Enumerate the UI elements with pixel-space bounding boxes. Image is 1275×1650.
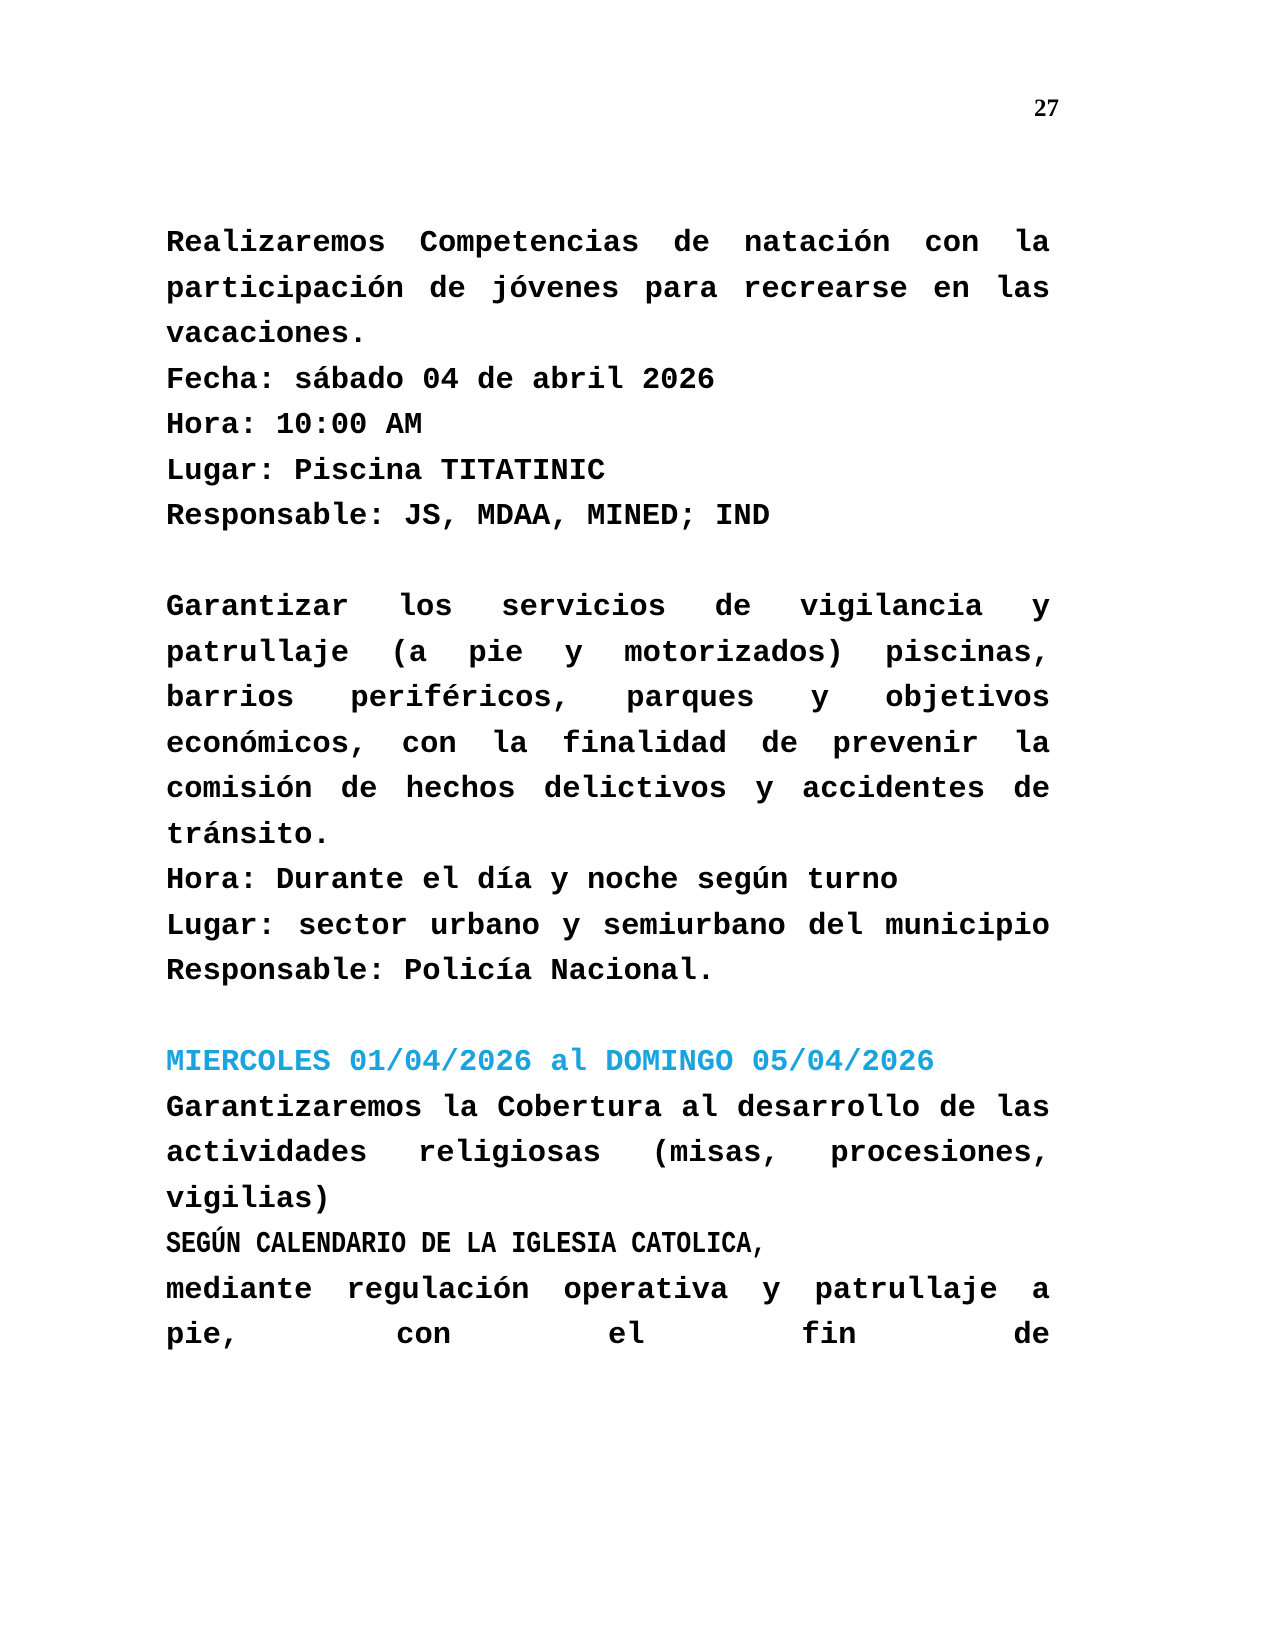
field-vigilancia-responsable: Responsable: Policía Nacional. bbox=[166, 955, 716, 989]
spacer-1 bbox=[166, 541, 1050, 587]
field-natacion-fecha: Fecha: sábado 04 de abril 2026 bbox=[166, 363, 716, 398]
page-content bbox=[166, 222, 1050, 1360]
field-vigilancia-lugar: Lugar: sector urbano y semiurbano del municipio bbox=[166, 909, 1050, 944]
paragraph-natacion: Realizaremos Competencias de natación con la participación de jóvenes para recrearse en las vacaciones. bbox=[166, 227, 1050, 352]
page-number: 27 bbox=[1034, 95, 1059, 122]
field-vigilancia-hora: Hora: Durante el día y noche según turno bbox=[166, 864, 899, 898]
paragraph-vigilancia: Garantizar los servicios de vigilancia y patrullaje (a pie y motorizados) piscinas, barrios periféricos, parques y objetivos económicos, con la finalidad de prevenir la comisión de hechos delictivos y accidentes de tránsito. bbox=[166, 591, 1050, 853]
spacer-2 bbox=[166, 996, 1050, 1042]
religiosas-emphasis-calendario: SEGÚN CALENDARIO DE LA IGLESIA CATOLICA, bbox=[166, 1228, 767, 1262]
religiosas-text-part-2: mediante regulación operativa y patrullaje a pie, con el fin de bbox=[166, 1273, 1050, 1353]
field-natacion-responsable: Responsable: JS, MDAA, MINED; IND bbox=[166, 500, 770, 534]
heading-date-range: MIERCOLES 01/04/2026 al DOMINGO 05/04/2026 bbox=[166, 1046, 935, 1080]
field-natacion-hora: Hora: 10:00 AM bbox=[166, 409, 423, 443]
field-natacion-lugar: Lugar: Piscina TITATINIC bbox=[166, 454, 606, 489]
paragraph-religiosas bbox=[166, 1087, 1050, 1360]
religiosas-text-part-1: Garantizaremos la Cobertura al desarrollo de las actividades religiosas (misas, procesiones, vigilias) bbox=[166, 1091, 1050, 1217]
